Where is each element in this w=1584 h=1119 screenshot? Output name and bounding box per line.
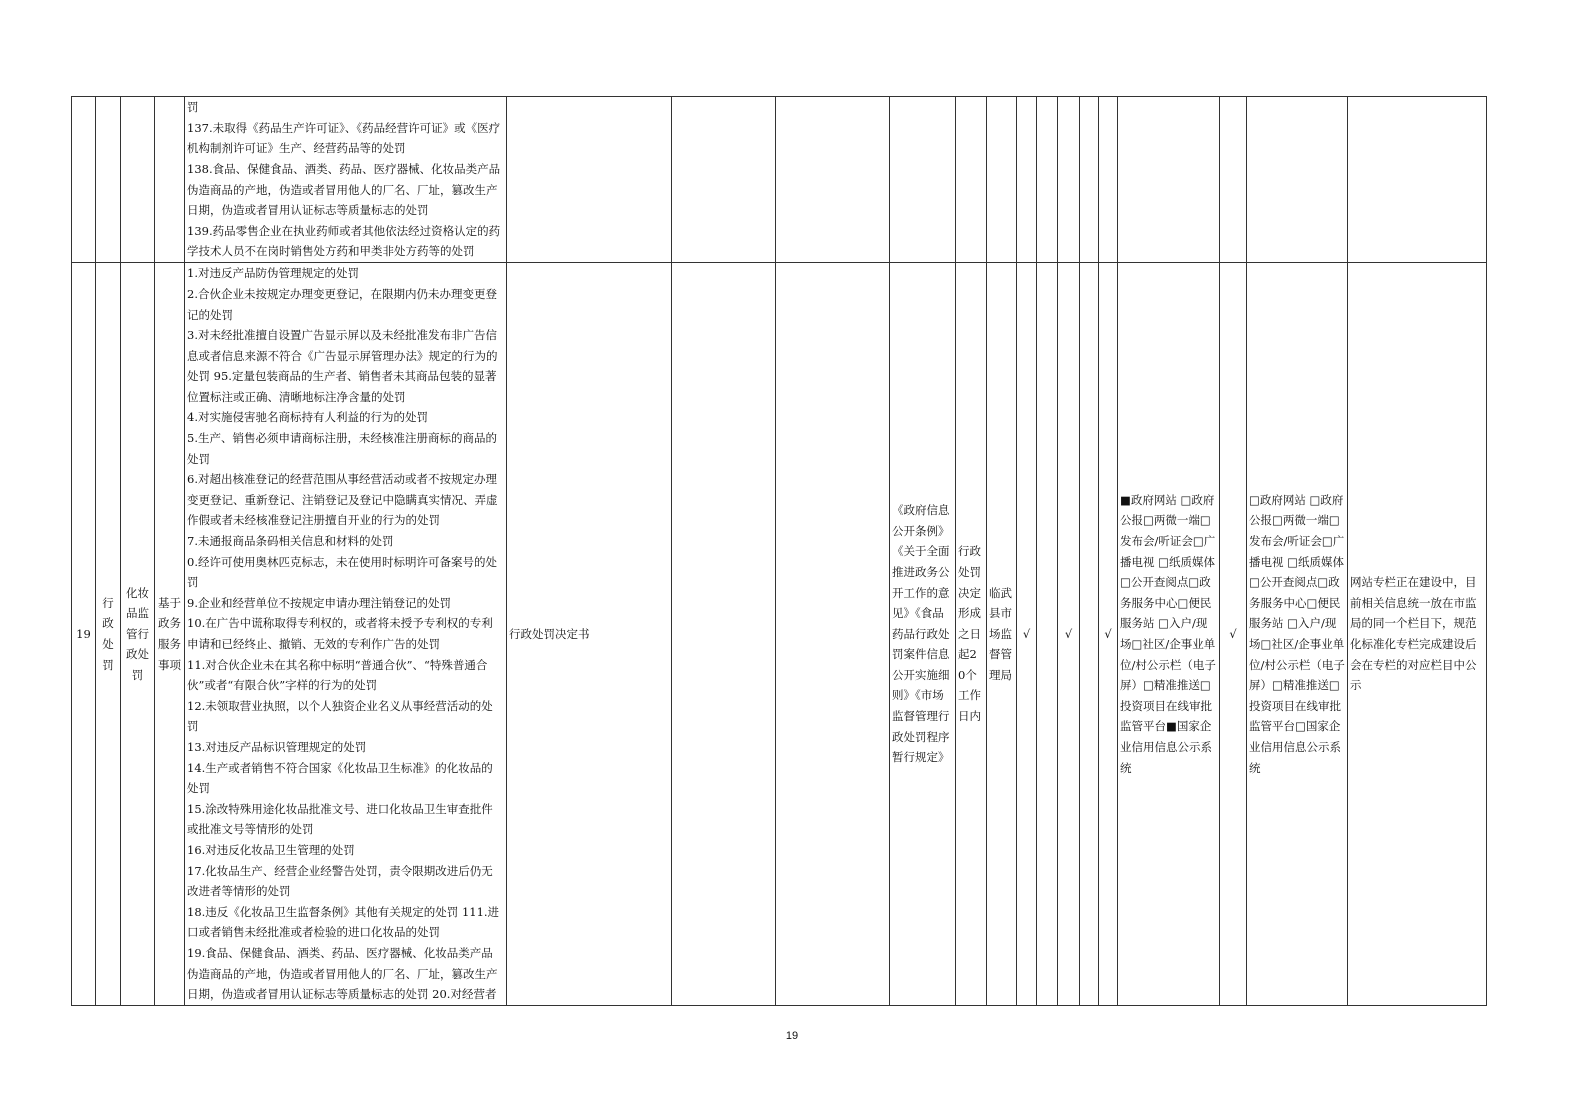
- cell-blank: [1080, 263, 1099, 1006]
- item-line: 18.违反《化妆品卫生监督条例》其他有关规定的处罚 111.进口或者销售未经批准或者检验的进口化妆品的处罚: [187, 904, 500, 940]
- level: 基于政务服务事项: [155, 263, 185, 1006]
- check-mark: √: [1058, 263, 1080, 1006]
- item-line: 15.涂改特殊用途化妆品批准文号、进口化妆品卫生审查批件或批准文号等情形的处罚: [187, 801, 493, 837]
- item-line: 137.未取得《药品生产许可证》、《药品经营许可证》或《医疗机构制剂许可证》生产、经营药品等的处罚: [187, 120, 501, 156]
- channel-a: ■政府网站 □政府公报□两微一端□发布会/听证会□广播电视 □纸质媒体□公开查阅点□政务服务中心□便民服务站 □入户/现场□社区/企事业单位/村公示栏（电子屏）□精准推送□投资项目在线审批监管平台■国家企业信用信息公示系统: [1118, 263, 1220, 1006]
- check-mark: √: [1017, 263, 1037, 1006]
- agency: 临武县市场监督管理局: [987, 263, 1017, 1006]
- item-line: 1.对违反产品防伪管理规定的处罚: [187, 266, 359, 281]
- item-line: 11.对合伙企业未在其名称中标明“普通合伙”、“特殊普通合伙”或者“有限合伙”字样的行为的处罚: [187, 657, 488, 693]
- row-number: 19: [72, 263, 96, 1006]
- basis: 《政府信息公开条例》《关于全面推进政务公开工作的意见》《食品药品行政处罚案件信息公开实施细则》《市场监督管理行政处罚程序暂行规定》: [890, 263, 956, 1006]
- item-line: 10.在广告中谎称取得专利权的，或者将未授予专利权的专利申请和已经终止、撤销、无效的专利作广告的处罚: [187, 616, 493, 651]
- cell-blank: [1348, 97, 1487, 263]
- item-line: 138.食品、保健食品、酒类、药品、医疗器械、化妆品类产品伪造商品的产地，伪造或者冒用他人的厂名、厂址，篡改生产日期，伪造或者冒用认证标志等质量标志的处罚: [187, 161, 501, 218]
- item-line: 13.对违反产品标识管理规定的处罚: [187, 739, 367, 754]
- cell-blank: [1058, 97, 1080, 263]
- category: 行政处罚: [96, 263, 121, 1006]
- remark: 网站专栏正在建设中，目前相关信息统一放在市监局的同一个栏目下，规范化标准化专栏完成建设后会在专栏的对应栏目中公示: [1348, 263, 1487, 1006]
- item-line: 9.企业和经营单位不按规定申请办理注销登记的处罚: [187, 595, 451, 610]
- cell-blank: [1037, 263, 1058, 1006]
- cell-blank: [1220, 97, 1247, 263]
- continued-row: [72, 97, 1487, 263]
- cell-blank: [155, 97, 185, 263]
- item-line: 6.对超出核准登记的经营范围从事经营活动或者不按规定办理变更登记、重新登记、注销登记及登记中隐瞒真实情况、弄虚作假或者未经核准登记注册擅自开业的行为的处罚: [187, 472, 498, 528]
- item-line: 139.药品零售企业在执业药师或者其他依法经过资格认定的药学技术人员不在岗时销售处方药和甲类非处方药等的处罚: [187, 223, 501, 259]
- cell-blank: [507, 97, 672, 263]
- cell-blank: [121, 97, 155, 263]
- cell-blank: [776, 263, 890, 1006]
- channel-b: □政府网站 □政府公报□两微一端□发布会/听证会□广播电视 □纸质媒体□公开查阅点□政务服务中心□便民服务站 □入户/现场□社区/企事业单位/村公示栏（电子屏）□精准推送□投资项目在线审批监管平台□国家企业信用信息公示系统: [1247, 263, 1348, 1006]
- cell-blank: [96, 97, 121, 263]
- item-name: 化妆品监管行政处罚: [121, 263, 155, 1006]
- cell-blank: [1037, 97, 1058, 263]
- item-line: 14.生产或者销售不符合国家《化妆品卫生标准》的化妆品的处罚: [187, 760, 493, 796]
- item-line: 4.对实施侵害驰名商标持有人利益的行为的处罚: [187, 410, 428, 425]
- item-line: 12.未领取营业执照，以个人独资企业名义从事经营活动的处罚: [187, 698, 493, 734]
- cell-blank: [1118, 97, 1220, 263]
- check-mark: √: [1099, 263, 1118, 1006]
- item-line: 19.食品、保健食品、酒类、药品、医疗器械、化妆品类产品伪造商品的产地，伪造或者冒用他人的厂名、厂址，篡改生产日期，伪造或者冒用认证标志等质量标志的处罚 20.对经营者: [187, 945, 498, 1002]
- item-line: 7.未通报商品条码相关信息和材料的处罚: [187, 534, 394, 549]
- row-19: [72, 263, 1487, 1006]
- item-line: 0.经许可使用奥林匹克标志，未在使用时标明许可备案号的处罚: [187, 554, 497, 590]
- item-line: 2.合伙企业未按规定办理变更登记，在限期内仍未办理变更登记的处罚: [187, 286, 497, 322]
- cell-blank: [890, 97, 956, 263]
- cell-blank: [1247, 97, 1348, 263]
- cell-blank: [987, 97, 1017, 263]
- cell-blank: [956, 97, 987, 263]
- cell-blank: [1099, 97, 1118, 263]
- item-line: 3.对未经批准擅自设置广告显示屏以及未经批准发布非广告信息或者信息来源不符合《广告显示屏管理办法》规定的行为的处罚 95.定量包装商品的生产者、销售者未其商品包装的显著位置标注或正确、清晰地标注净含量的处罚: [187, 328, 498, 404]
- cell-blank: [1080, 97, 1099, 263]
- item-line: 5.生产、销售必须申请商标注册，未经核准注册商标的商品的处罚: [187, 431, 497, 466]
- cell-blank: [672, 97, 776, 263]
- continued-items-cell: [185, 97, 507, 263]
- item-line: 16.对违反化妆品卫生管理的处罚: [187, 842, 355, 857]
- cell-blank: [1017, 97, 1037, 263]
- check-mark: √: [1220, 263, 1247, 1006]
- time-limit: 行政处罚决定形成之日起20个工作日内: [956, 263, 987, 1006]
- disclosure-content: 行政处罚决定书: [507, 263, 672, 1006]
- item-line: 罚: [187, 100, 199, 115]
- cell-blank: [72, 97, 96, 263]
- item-line: 17.化妆品生产、经营企业经警告处罚，责令限期改进后仍无改进者等情形的处罚: [187, 863, 493, 899]
- cell-blank: [672, 263, 776, 1006]
- cell-blank: [776, 97, 890, 263]
- disclosure-table: [71, 96, 1487, 1006]
- page-number: 19: [785, 1030, 799, 1042]
- items-cell: [185, 263, 507, 1006]
